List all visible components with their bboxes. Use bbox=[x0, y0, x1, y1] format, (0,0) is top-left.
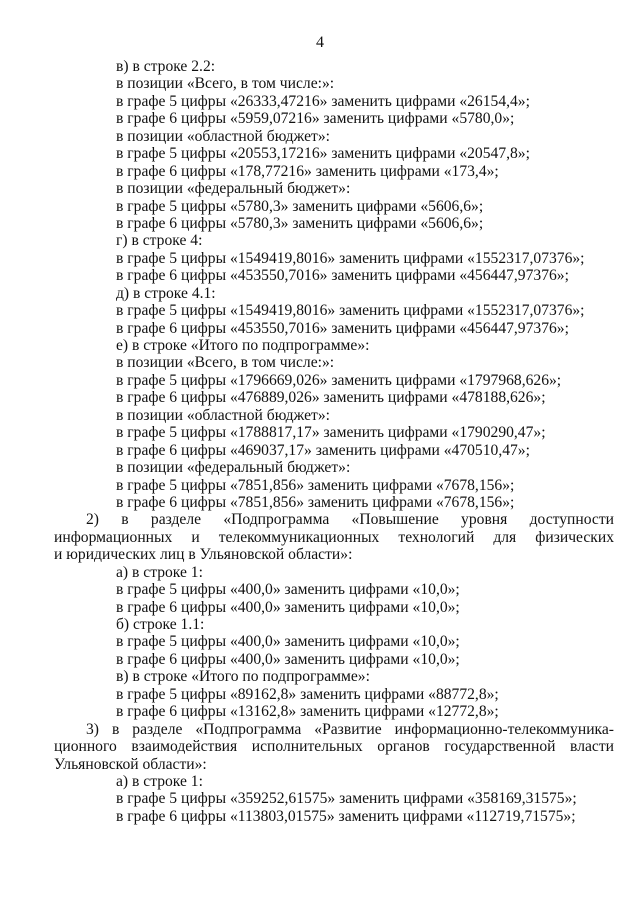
text-line: в позиции «Всего, в том числе:»: bbox=[116, 75, 335, 93]
text-line: в графе 6 цифры «469037,17» заменить цифрами «470510,47»; bbox=[116, 441, 530, 459]
text-line: б) строке 1.1: bbox=[116, 616, 205, 633]
text-line: в позиции «федеральный бюджет»: bbox=[116, 459, 351, 477]
paragraph-section-2 bbox=[54, 511, 614, 563]
text-line: в графе 5 цифры «359252,61575» заменить цифрами «358169,31575»; bbox=[116, 790, 577, 808]
text-line: в графе 5 цифры «400,0» заменить цифрами «10,0»; bbox=[116, 633, 460, 651]
text-line: г) в строке 4: bbox=[116, 232, 203, 250]
text-line: в графе 5 цифры «7851,856» заменить цифрами «7678,156»; bbox=[116, 476, 515, 494]
text-line: в графе 6 цифры «178,77216» заменить цифрами «173,4»; bbox=[116, 162, 499, 180]
paragraph-line: 3) в разделе «Подпрограмма «Развитие информационно-телекоммуника- bbox=[86, 720, 614, 738]
text-line: в графе 6 цифры «7851,856» заменить цифрами «7678,156»; bbox=[116, 493, 515, 511]
page-number: 4 bbox=[316, 34, 324, 51]
paragraph-line: информационных и телекоммуникационных технологий для физических bbox=[54, 528, 614, 546]
text-line: в позиции «областной бюджет»: bbox=[116, 406, 330, 424]
text-line: в графе 5 цифры «1549419,8016» заменить цифрами «1552317,07376»; bbox=[116, 302, 585, 320]
text-line: в позиции «областной бюджет»: bbox=[116, 127, 330, 145]
text-line: в графе 5 цифры «400,0» заменить цифрами «10,0»; bbox=[116, 581, 460, 599]
text-line: в) в строке 2.2: bbox=[116, 58, 216, 75]
text-line: в позиции «федеральный бюджет»: bbox=[116, 180, 351, 198]
text-line: в графе 6 цифры «453550,7016» заменить цифрами «456447,97376»; bbox=[116, 267, 569, 285]
text-line: в графе 6 цифры «453550,7016» заменить цифрами «456447,97376»; bbox=[116, 319, 569, 337]
paragraph-line: ционного взаимодействия исполнительных органов государственной власти bbox=[54, 738, 614, 756]
text-line: в графе 5 цифры «26333,47216» заменить цифрами «26154,4»; bbox=[116, 92, 530, 110]
paragraph-section-3 bbox=[54, 721, 614, 773]
text-line: в графе 6 цифры «476889,026» заменить цифрами «478188,626»; bbox=[116, 389, 546, 407]
text-line: а) в строке 1: bbox=[116, 772, 203, 790]
text-line: в графе 6 цифры «13162,8» заменить цифрами «12772,8»; bbox=[116, 703, 499, 721]
text-line: в графе 5 цифры «20553,17216» заменить цифрами «20547,8»; bbox=[116, 145, 530, 163]
text-line: в графе 6 цифры «113803,01575» заменить цифрами «112719,71575»; bbox=[116, 807, 576, 825]
text-line: в графе 5 цифры «1796669,026» заменить цифрами «1797968,626»; bbox=[116, 371, 562, 389]
text-line: в графе 6 цифры «400,0» заменить цифрами «10,0»; bbox=[116, 650, 460, 668]
text-line: д) в строке 4.1: bbox=[116, 284, 216, 302]
paragraph-line: 2) в разделе «Подпрограмма «Повышение уровня доступности bbox=[86, 511, 614, 529]
text-line: в) в строке «Итого по подпрограмме»: bbox=[116, 668, 370, 686]
text-line: в графе 5 цифры «1788817,17» заменить цифрами «1790290,47»; bbox=[116, 424, 546, 442]
paragraph-line: Ульяновской области»: bbox=[54, 755, 207, 773]
text-line: в графе 6 цифры «5780,3» заменить цифрами «5606,6»; bbox=[116, 214, 484, 232]
text-line: в графе 5 цифры «5780,3» заменить цифрами «5606,6»; bbox=[116, 197, 484, 215]
text-line: в графе 6 цифры «400,0» заменить цифрами «10,0»; bbox=[116, 598, 460, 616]
text-line: е) в строке «Итого по подпрограмме»: bbox=[116, 337, 370, 354]
text-line: в графе 6 цифры «5959,07216» заменить цифрами «5780,0»; bbox=[116, 110, 515, 128]
text-line: в графе 5 цифры «1549419,8016» заменить цифрами «1552317,07376»; bbox=[116, 249, 585, 267]
text-line: а) в строке 1: bbox=[116, 563, 203, 581]
paragraph-line: и юридических лиц в Ульяновской области»: bbox=[54, 546, 353, 564]
document-body bbox=[54, 58, 614, 825]
text-line: в позиции «Всего, в том числе:»: bbox=[116, 354, 335, 372]
text-line: в графе 5 цифры «89162,8» заменить цифрами «88772,8»; bbox=[116, 685, 499, 703]
